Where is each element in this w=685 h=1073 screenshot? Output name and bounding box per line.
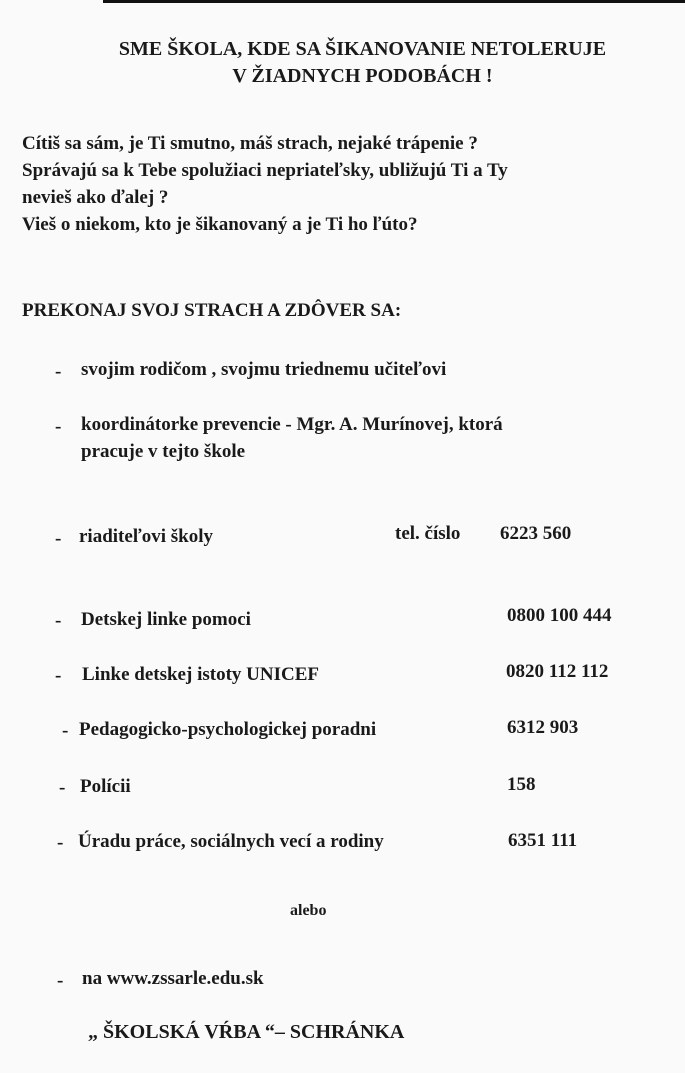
list-dash: - (57, 832, 64, 853)
item-labour-phone: 6351 111 (508, 830, 578, 851)
footer-title: „ ŠKOLSKÁ VŔBA “– SCHRÁNKA (88, 1021, 405, 1043)
item-unicef-label: Linke detskej istoty UNICEF (82, 664, 319, 685)
or-text: alebo (290, 902, 327, 919)
item-counseling-label: Pedagogicko-psychologickej poradni (79, 719, 377, 740)
title-line-2: V ŽIADNYCH PODOBÁCH ! (232, 65, 493, 87)
item-director-label: riaditeľovi školy (79, 526, 213, 547)
item-coordinator-line-1: koordinátorke prevencie - Mgr. A. Murínovej, ktorá (81, 414, 503, 435)
item-director-tel-label: tel. číslo (395, 523, 461, 544)
list-dash: - (55, 610, 62, 631)
intro-line-3: nevieš ako ďalej ? (22, 187, 169, 208)
intro-line-2: Správajú sa k Tebe spolužiaci nepriateľsky, ubližujú Ti a Ty (22, 160, 508, 181)
item-unicef-phone: 0820 112 112 (506, 661, 609, 682)
item-parents: svojim rodičom , svojmu triednemu učiteľovi (81, 359, 447, 380)
list-dash: - (62, 720, 69, 741)
item-labour-label: Úradu práce, sociálnych vecí a rodiny (78, 831, 384, 852)
item-police-label: Polícii (80, 776, 131, 797)
intro-line-1: Cítiš sa sám, je Ti smutno, máš strach, nejaké trápenie ? (22, 133, 478, 154)
list-dash: - (55, 665, 62, 686)
title-line-1: SME ŠKOLA, KDE SA ŠIKANOVANIE NETOLERUJE (118, 38, 607, 60)
section-heading: PREKONAJ SVOJ STRACH A ZDÔVER SA: (22, 300, 402, 321)
item-website: na www.zssarle.edu.sk (82, 968, 264, 989)
top-border-line (103, 0, 685, 3)
intro-line-4: Vieš o niekom, kto je šikanovaný a je Ti ho ľúto? (22, 214, 418, 235)
item-helpline-phone: 0800 100 444 (507, 605, 612, 626)
list-dash: - (55, 416, 62, 437)
item-coordinator-line-2: pracuje v tejto škole (81, 441, 246, 462)
item-police-phone: 158 (507, 774, 536, 795)
item-counseling-phone: 6312 903 (507, 717, 579, 738)
list-dash: - (55, 528, 62, 549)
list-dash: - (55, 361, 62, 382)
list-dash: - (59, 777, 66, 798)
item-helpline-label: Detskej linke pomoci (81, 609, 251, 630)
item-director-phone: 6223 560 (500, 523, 572, 544)
list-dash: - (57, 970, 64, 991)
